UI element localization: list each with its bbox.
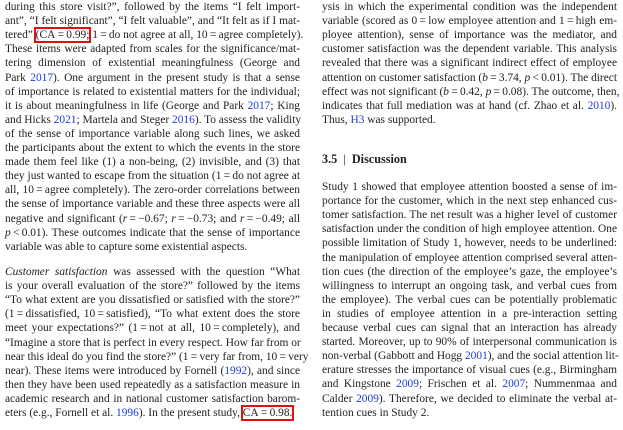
citation-link[interactable]: 2017 — [247, 99, 271, 112]
text-segment: of the sense of importance variable along such lines, we asked — [5, 127, 300, 140]
text-segment: Thus, — [322, 113, 351, 126]
text-segment: ), and since — [247, 364, 301, 377]
text-segment: near). These items were introduced by Fornell ( — [5, 364, 225, 377]
citation-link[interactable]: H3 — [350, 113, 365, 126]
text-line — [322, 279, 617, 293]
text-line — [322, 406, 617, 420]
text-segment: all, 10 = agree completely). The zero-order correlations between — [5, 184, 300, 197]
text-line — [5, 42, 300, 56]
text-line — [322, 236, 617, 250]
text-segment: customer satisfaction was the dependent variable. This analysis — [322, 43, 617, 56]
text-segment: negative and significant ( — [5, 212, 123, 225]
text-line — [322, 251, 617, 265]
text-segment: in studies of employee attention in a pre-interaction setting — [322, 307, 617, 320]
italic-text: p — [5, 226, 11, 239]
text-line — [322, 99, 617, 113]
text-line — [5, 336, 300, 350]
text-line — [5, 71, 300, 85]
citation-link[interactable]: 2007 — [502, 378, 526, 391]
text-segment: of importance is related to existential matters for the individual; — [5, 85, 300, 98]
highlighted-cronbach-alpha: (CA = 0.99; — [35, 29, 90, 42]
text-segment: eters (e.g., Fornell et al. — [5, 407, 117, 419]
text-line — [5, 56, 300, 70]
italic-text: p — [485, 85, 492, 98]
text-segment: ant”, “I felt significant”, “I felt valuable”, and “It felt as if I mat- — [5, 15, 300, 28]
text-line — [322, 363, 617, 377]
text-segment: “To what extent are you dissatisfied or satisfied with the store?” — [5, 294, 300, 307]
citation-link[interactable]: 1996 — [116, 407, 139, 419]
italic-text: b — [482, 71, 488, 84]
text-segment: tered” — [5, 29, 36, 42]
text-line — [5, 240, 300, 254]
text-line — [5, 350, 309, 364]
text-line — [5, 169, 300, 183]
text-line — [5, 378, 300, 392]
text-segment: they just wanted to escape from the situation (1 = do not agree at — [5, 170, 300, 183]
text-segment: ), and the social attention lit- — [487, 350, 619, 363]
text-segment: tomer satisfaction. The net result was a higher level of customer — [322, 209, 617, 222]
text-segment: ysis in which the experimental condition was the independent — [322, 1, 617, 13]
text-line — [5, 307, 300, 321]
text-segment: the participants about the extent to which the events in the store — [5, 142, 300, 154]
text-segment: variable (scored as 0 = low employee attention and 1 = high em- — [322, 15, 617, 28]
text-line — [5, 28, 304, 42]
citation-link[interactable]: 2009 — [356, 392, 379, 405]
citation-link[interactable]: 2009 — [396, 378, 419, 391]
text-segment: = −0.73; and — [175, 212, 241, 225]
text-line — [322, 42, 617, 56]
text-line — [5, 212, 300, 226]
citation-link[interactable]: 2016 — [172, 113, 195, 126]
text-segment: satisfaction under the condition of high employee attention. One — [322, 223, 617, 236]
italic-text: Customer satisfaction — [5, 266, 108, 278]
text-line — [5, 0, 300, 14]
text-line — [322, 180, 617, 194]
citation-link[interactable]: 2010 — [587, 99, 611, 112]
text-line — [322, 321, 617, 335]
text-segment: Calder — [322, 392, 357, 405]
text-line — [322, 56, 617, 70]
text-line — [5, 141, 300, 155]
text-line — [5, 183, 300, 197]
citation-link[interactable]: 2021 — [53, 113, 77, 126]
text-segment: ). In the present study, — [138, 407, 243, 419]
text-line — [5, 197, 300, 211]
text-line — [322, 194, 617, 208]
text-line — [5, 265, 300, 279]
text-line — [322, 307, 617, 321]
text-line — [5, 113, 300, 127]
text-line — [322, 0, 617, 14]
text-segment: during this store visit?”, followed by the items “I felt import- — [5, 1, 300, 13]
text-segment: ; Martela and Steger — [76, 113, 173, 126]
text-line — [5, 14, 300, 28]
section-heading-discussion — [322, 151, 407, 167]
text-segment: non-verbal (Gabbott and Hogg — [322, 350, 465, 363]
text-line — [5, 226, 300, 240]
text-line — [5, 127, 300, 141]
text-line — [322, 222, 617, 236]
text-line — [5, 364, 300, 378]
text-line — [5, 392, 300, 406]
text-line — [322, 377, 617, 391]
text-line — [322, 349, 617, 363]
text-segment: possible limitation of Study 1, however, needs to be underlined: — [322, 237, 617, 250]
text-segment: was assessed with the question “What — [107, 266, 300, 278]
highlighted-cronbach-alpha: CA = 0.98. — [242, 407, 293, 419]
text-segment: academic research and in national customer satisfaction barom- — [5, 392, 300, 405]
text-segment: the manipulation of employee attention comprised several atten- — [322, 251, 617, 264]
text-segment: willingness to interrupt an ongoing task, and verbal cues from — [322, 279, 617, 292]
text-line — [322, 392, 617, 406]
text-line — [322, 208, 617, 222]
text-line — [5, 406, 300, 420]
text-segment: near this ideal do you find the store?” (1 = very far from, 10 = very — [5, 350, 309, 363]
citation-link[interactable]: 2001 — [464, 350, 488, 363]
text-segment: = −0.67; — [127, 212, 172, 225]
text-line — [322, 265, 617, 279]
text-segment: because verbal cues can signal that an interaction has already — [322, 322, 617, 334]
text-segment: the employee). The verbal cues can be potentially problematic — [322, 293, 617, 306]
text-segment: tering dimension of existential meaningfulness (George and — [5, 57, 300, 70]
text-segment: started. Moreover, up to 90% of interpersonal communication is — [322, 336, 617, 349]
text-segment: Study 1 showed that employee attention boosted a sense of im- — [322, 181, 617, 193]
italic-text: r — [171, 212, 176, 225]
italic-text: b — [443, 85, 449, 98]
text-line — [5, 321, 300, 335]
section-separator: | — [343, 152, 346, 166]
citation-link[interactable]: 1992 — [224, 364, 248, 377]
text-segment: indicates that full mediation was at hand (cf. Zhao et al. — [322, 99, 588, 112]
text-line — [322, 85, 620, 99]
italic-text: r — [122, 212, 128, 225]
text-segment: erature stresses the importance of visual cues (e.g., Birmingham — [322, 364, 617, 377]
text-line — [5, 155, 300, 169]
text-segment: tion cues (the direction of the employee’s gaze, the employee’s — [322, 265, 617, 278]
text-line — [322, 335, 617, 349]
text-segment: “Imagine a store that is perfect in every respect. How far from or — [5, 336, 301, 349]
text-segment: ; Frischen et al. — [418, 378, 503, 391]
text-segment: then they have been used repeatedly as a satisfaction measure in — [5, 378, 300, 391]
text-segment: meet your expectations?” (1 = not at all, 10 = completely), and — [5, 322, 300, 335]
text-segment: < 0.01). The direct — [530, 71, 617, 84]
text-segment: and Hicks — [5, 113, 54, 126]
text-line — [5, 293, 300, 307]
text-segment: = 0.42, — [448, 85, 486, 98]
text-segment: effect was not significant ( — [322, 85, 444, 98]
text-segment: revealed that there was a significant indirect effect of employee — [322, 57, 617, 70]
text-segment: ). — [610, 99, 617, 112]
text-segment: These items were adapted from scales for the significance/mat- — [5, 43, 300, 56]
text-segment: = −0.49; all — [244, 212, 300, 225]
text-line — [322, 293, 617, 307]
text-segment: attention on customer satisfaction ( — [322, 71, 483, 84]
text-segment: portance for the customer, which in the next step enhanced cus- — [322, 195, 617, 208]
text-segment: ployee attention), sense of importance was the mediator, and — [322, 29, 617, 42]
italic-text: p — [524, 71, 531, 84]
section-number: 3.5 — [322, 152, 338, 166]
citation-link[interactable]: 2017 — [30, 71, 54, 84]
text-segment: < 0.01). These outcomes indicate that the sense of importance — [10, 226, 300, 239]
text-segment: the sense of importance variable and these three aspects were all — [5, 198, 300, 211]
text-segment: 1 = do not agree at all, 10 = agree completely). — [89, 29, 304, 42]
italic-text: r — [240, 212, 245, 225]
text-segment: it is about meaningfulness in life (George and Park — [5, 99, 248, 112]
text-segment: ). To assess the validity — [194, 113, 302, 126]
text-segment: (1 = dissatisfied, 10 = satisfied), “To what extent does the store — [5, 308, 300, 321]
text-line — [5, 85, 300, 99]
text-segment: tention cues in Study 2. — [322, 406, 430, 419]
text-segment: = 3.74, — [487, 71, 525, 84]
text-line — [322, 71, 617, 85]
text-segment: Park — [5, 71, 31, 84]
text-line — [5, 279, 300, 293]
text-segment: and Kingstone — [322, 378, 397, 391]
text-segment: = 0.08). The outcome, then, — [491, 85, 620, 98]
text-line — [322, 14, 617, 28]
text-segment: ; King — [270, 99, 300, 112]
text-segment: made them feel like (1) a non-being, (2) invisible, and (3) that — [5, 156, 300, 169]
text-segment: is your overall evaluation of the store?” followed by the items — [5, 280, 300, 293]
text-segment: ). Therefore, we decided to eliminate the verbal at- — [378, 392, 617, 405]
text-segment: variable was able to capture some existential aspects. — [5, 240, 248, 253]
text-segment: ; Nummenmaa and — [525, 378, 618, 391]
text-line — [322, 28, 617, 42]
text-line — [322, 113, 617, 127]
text-segment: ). One argument in the present study is that a sense — [53, 71, 300, 84]
text-segment: was supported. — [364, 113, 436, 126]
text-line — [5, 99, 300, 113]
section-title: Discussion — [351, 152, 407, 166]
